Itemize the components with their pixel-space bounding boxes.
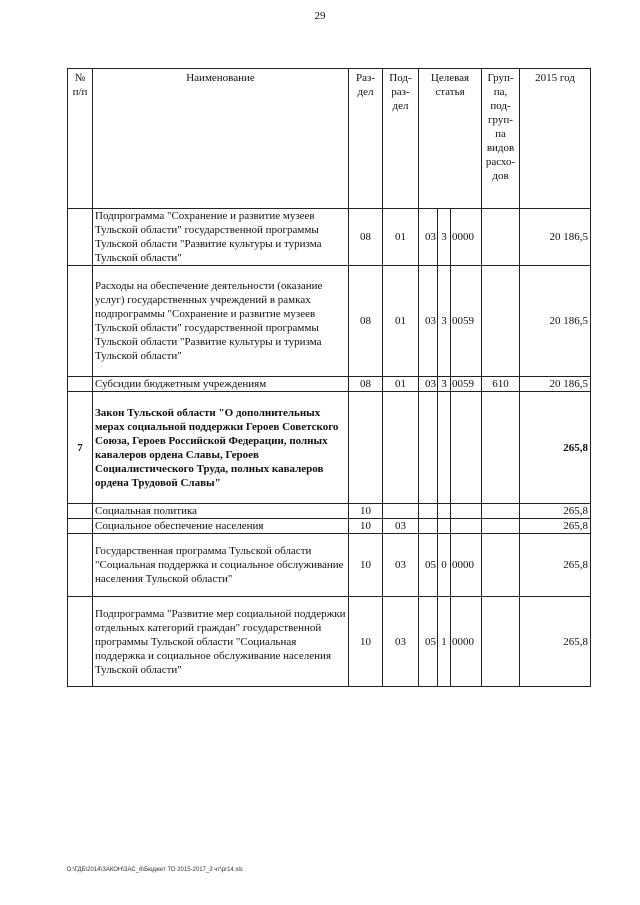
row-expense-group (482, 519, 520, 534)
row-target-program (419, 519, 438, 534)
row-num (68, 597, 93, 687)
row-target-program: 05 (419, 534, 438, 597)
row-podrazdel: 03 (383, 519, 419, 534)
row-podrazdel: 01 (383, 377, 419, 392)
row-target-direction: 0000 (451, 597, 482, 687)
row-sum-2015: 265,8 (520, 597, 591, 687)
row-target-subprogram: 3 (438, 209, 451, 266)
table-row (68, 266, 591, 377)
row-podrazdel: 01 (383, 266, 419, 377)
row-razdel (349, 392, 383, 504)
row-target-direction (451, 392, 482, 504)
row-target-subprogram (438, 504, 451, 519)
row-expense-group (482, 504, 520, 519)
header-target: Целевая статья (419, 69, 482, 209)
row-num (68, 266, 93, 377)
header-name: Наименование (93, 69, 349, 209)
table-row (68, 209, 591, 266)
row-expense-group (482, 266, 520, 377)
row-sum-2015: 20 186,5 (520, 266, 591, 377)
row-target-subprogram (438, 519, 451, 534)
row-sum-2015: 20 186,5 (520, 209, 591, 266)
table-row (68, 504, 591, 519)
header-num: № п/п (68, 69, 93, 209)
row-num (68, 209, 93, 266)
row-podrazdel (383, 392, 419, 504)
row-name: Субсидии бюджетным учреждениям (93, 377, 349, 392)
table-body (68, 209, 591, 687)
row-sum-2015: 265,8 (520, 504, 591, 519)
table-header-row (68, 69, 591, 209)
table-row (68, 377, 591, 392)
row-name: Социальная политика (93, 504, 349, 519)
row-target-direction: 0059 (451, 377, 482, 392)
row-target-direction: 0000 (451, 209, 482, 266)
table-row (68, 534, 591, 597)
row-expense-group (482, 392, 520, 504)
table-row (68, 392, 591, 504)
row-target-subprogram (438, 392, 451, 504)
row-target-program (419, 392, 438, 504)
row-target-program (419, 504, 438, 519)
row-razdel: 08 (349, 377, 383, 392)
file-path-footer: D:\ГДБ\2014\ЗАКОН\ЗАС_6\Бюджет ТО 2015-2017_3 чт\pr14.xls (67, 867, 243, 873)
row-razdel: 10 (349, 519, 383, 534)
row-podrazdel (383, 504, 419, 519)
row-num (68, 519, 93, 534)
row-num (68, 534, 93, 597)
row-name: Закон Тульской области "О дополнительных мерах социальной поддержки Героев Советского Союза, Героев Российской Федерации, полных кавалеров ордена Славы, Героев Социалистического Труда, полных кавалеров ордена Трудовой Славы" (93, 392, 349, 504)
row-podrazdel: 03 (383, 534, 419, 597)
row-sum-2015: 20 186,5 (520, 377, 591, 392)
row-num: 7 (68, 392, 93, 504)
page-number: 29 (314, 10, 326, 22)
header-group: Груп- па, под- груп- па видов расхо- дов (482, 69, 520, 209)
row-num (68, 504, 93, 519)
row-target-subprogram: 0 (438, 534, 451, 597)
row-podrazdel: 03 (383, 597, 419, 687)
table-row (68, 519, 591, 534)
row-target-program: 03 (419, 266, 438, 377)
row-num (68, 377, 93, 392)
row-sum-2015: 265,8 (520, 519, 591, 534)
row-name: Подпрограмма "Развитие мер социальной поддержки отдельных категорий граждан" государственной программы Тульской области "Социальная поддержка и социальное обслуживание населения Тульской области" (93, 597, 349, 687)
budget-table (67, 68, 591, 687)
header-razdel: Раз- дел (349, 69, 383, 209)
row-name: Государственная программа Тульской области "Социальная поддержка и социальное обслуживание населения Тульской области" (93, 534, 349, 597)
row-target-subprogram: 3 (438, 377, 451, 392)
row-target-direction (451, 504, 482, 519)
row-razdel: 10 (349, 504, 383, 519)
row-target-program: 05 (419, 597, 438, 687)
row-razdel: 08 (349, 209, 383, 266)
row-target-subprogram: 3 (438, 266, 451, 377)
row-name: Подпрограмма "Сохранение и развитие музеев Тульской области" государственной программы Тульской области "Развитие культуры и туризма Тульской области" (93, 209, 349, 266)
row-name: Социальное обеспечение населения (93, 519, 349, 534)
row-expense-group (482, 209, 520, 266)
row-expense-group (482, 597, 520, 687)
row-razdel: 08 (349, 266, 383, 377)
header-podrazdel: Под- раз- дел (383, 69, 419, 209)
row-target-direction: 0000 (451, 534, 482, 597)
row-target-program: 03 (419, 209, 438, 266)
row-podrazdel: 01 (383, 209, 419, 266)
row-name: Расходы на обеспечение деятельности (оказание услуг) государственных учреждений в рамках подпрограммы "Сохранение и развитие музеев Тульской области" государственной программы Тульской области "Развитие культуры и туризма Тульской области" (93, 266, 349, 377)
row-target-program: 03 (419, 377, 438, 392)
row-target-direction (451, 519, 482, 534)
table-row (68, 597, 591, 687)
row-razdel: 10 (349, 597, 383, 687)
row-razdel: 10 (349, 534, 383, 597)
row-expense-group (482, 534, 520, 597)
header-year: 2015 год (520, 69, 591, 209)
row-sum-2015: 265,8 (520, 392, 591, 504)
row-target-subprogram: 1 (438, 597, 451, 687)
row-sum-2015: 265,8 (520, 534, 591, 597)
row-target-direction: 0059 (451, 266, 482, 377)
row-expense-group: 610 (482, 377, 520, 392)
